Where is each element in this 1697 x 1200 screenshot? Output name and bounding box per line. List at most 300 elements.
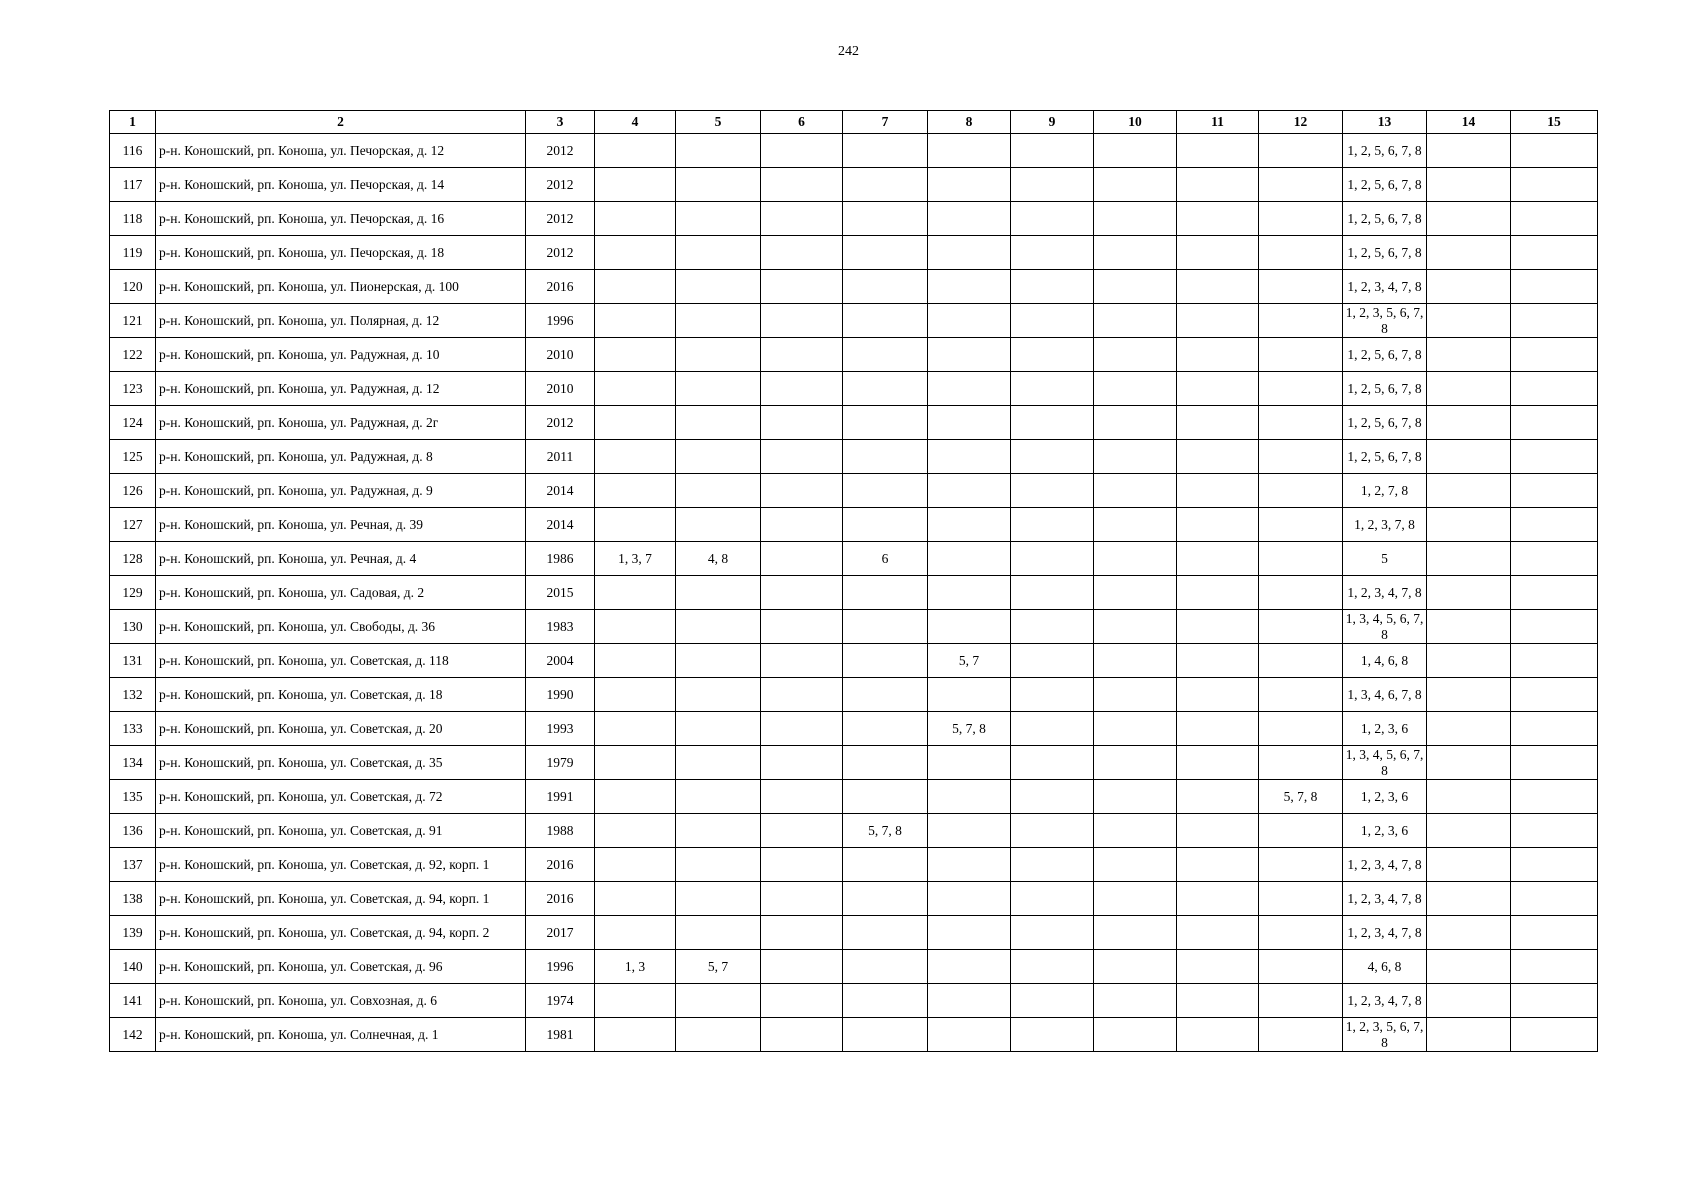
table-cell <box>761 474 843 508</box>
table-cell <box>595 270 676 304</box>
table-cell <box>1094 304 1177 338</box>
table-cell: 1, 2, 5, 6, 7, 8 <box>1343 236 1427 270</box>
table-cell <box>1427 474 1511 508</box>
table-cell <box>595 202 676 236</box>
table-cell <box>1427 644 1511 678</box>
row-number-cell: 141 <box>110 984 156 1018</box>
table-cell <box>1094 814 1177 848</box>
table-row <box>110 814 1598 848</box>
table-cell <box>1177 440 1259 474</box>
column-header: 3 <box>526 111 595 134</box>
table-cell <box>676 406 761 440</box>
table-cell <box>1427 542 1511 576</box>
address-cell: р-н. Коношский, рп. Коноша, ул. Печорская, д. 14 <box>156 168 526 202</box>
table-cell <box>1511 644 1598 678</box>
table-cell <box>595 1018 676 1052</box>
table-cell <box>928 814 1011 848</box>
table-cell: 1, 4, 6, 8 <box>1343 644 1427 678</box>
table-cell <box>1011 814 1094 848</box>
address-cell: р-н. Коношский, рп. Коноша, ул. Радужная, д. 2г <box>156 406 526 440</box>
table-cell <box>843 916 928 950</box>
table-cell <box>1259 712 1343 746</box>
table-cell <box>928 474 1011 508</box>
year-cell: 1996 <box>526 950 595 984</box>
table-cell <box>1511 814 1598 848</box>
table-cell <box>1177 916 1259 950</box>
table-cell <box>1511 746 1598 780</box>
table-cell <box>1011 270 1094 304</box>
table-cell <box>1259 338 1343 372</box>
table-row <box>110 848 1598 882</box>
table-cell <box>928 984 1011 1018</box>
table-cell <box>1011 134 1094 168</box>
table-cell <box>1177 610 1259 644</box>
address-cell: р-н. Коношский, рп. Коноша, ул. Советская, д. 18 <box>156 678 526 712</box>
table-cell <box>676 780 761 814</box>
table-cell <box>1011 508 1094 542</box>
table-cell <box>1011 372 1094 406</box>
table-row <box>110 542 1598 576</box>
table-cell <box>843 474 928 508</box>
address-cell: р-н. Коношский, рп. Коноша, ул. Советская, д. 94, корп. 1 <box>156 882 526 916</box>
table-cell <box>1427 950 1511 984</box>
table-row <box>110 134 1598 168</box>
table-cell <box>595 406 676 440</box>
column-header: 4 <box>595 111 676 134</box>
table-cell <box>1427 984 1511 1018</box>
column-header: 13 <box>1343 111 1427 134</box>
address-cell: р-н. Коношский, рп. Коноша, ул. Советская, д. 94, корп. 2 <box>156 916 526 950</box>
column-header: 7 <box>843 111 928 134</box>
table-cell <box>843 644 928 678</box>
table-cell <box>1427 406 1511 440</box>
table-cell <box>1177 712 1259 746</box>
table-cell <box>761 950 843 984</box>
table-cell <box>843 440 928 474</box>
table-cell <box>1259 202 1343 236</box>
table-cell <box>928 678 1011 712</box>
year-cell: 2004 <box>526 644 595 678</box>
table-row <box>110 202 1598 236</box>
table-cell <box>843 372 928 406</box>
year-cell: 1979 <box>526 746 595 780</box>
table-cell <box>1094 746 1177 780</box>
table-cell <box>761 916 843 950</box>
table-row <box>110 678 1598 712</box>
table-cell <box>843 1018 928 1052</box>
address-cell: р-н. Коношский, рп. Коноша, ул. Советская, д. 92, корп. 1 <box>156 848 526 882</box>
table-cell <box>1511 508 1598 542</box>
table-cell <box>1427 304 1511 338</box>
table-cell: 1, 2, 3, 5, 6, 7, 8 <box>1343 1018 1427 1052</box>
table-row <box>110 916 1598 950</box>
table-cell <box>676 134 761 168</box>
table-cell <box>676 474 761 508</box>
table-cell <box>1011 746 1094 780</box>
table-cell <box>1511 134 1598 168</box>
table-cell <box>843 270 928 304</box>
year-cell: 1991 <box>526 780 595 814</box>
table-row <box>110 780 1598 814</box>
table-cell <box>676 576 761 610</box>
table-cell <box>1094 270 1177 304</box>
table-cell <box>1094 678 1177 712</box>
table-cell <box>761 746 843 780</box>
table-cell: 1, 2, 7, 8 <box>1343 474 1427 508</box>
table-cell <box>843 236 928 270</box>
row-number-cell: 125 <box>110 440 156 474</box>
table-row <box>110 440 1598 474</box>
address-cell: р-н. Коношский, рп. Коноша, ул. Радужная, д. 8 <box>156 440 526 474</box>
row-number-cell: 140 <box>110 950 156 984</box>
table-cell <box>1094 542 1177 576</box>
table-cell <box>676 644 761 678</box>
table-cell <box>1427 882 1511 916</box>
table-cell <box>1011 712 1094 746</box>
address-cell: р-н. Коношский, рп. Коноша, ул. Советская, д. 72 <box>156 780 526 814</box>
table-cell <box>1427 576 1511 610</box>
table-cell <box>595 882 676 916</box>
table-cell <box>1011 304 1094 338</box>
table-cell <box>1427 712 1511 746</box>
year-cell: 1988 <box>526 814 595 848</box>
table-cell <box>1427 440 1511 474</box>
table-row <box>110 168 1598 202</box>
row-number-cell: 119 <box>110 236 156 270</box>
table-cell <box>1011 542 1094 576</box>
year-cell: 1986 <box>526 542 595 576</box>
table-cell <box>1094 882 1177 916</box>
table-cell <box>1094 916 1177 950</box>
table-cell <box>1177 780 1259 814</box>
address-cell: р-н. Коношский, рп. Коноша, ул. Печорская, д. 12 <box>156 134 526 168</box>
table-cell <box>843 882 928 916</box>
table-cell <box>1177 508 1259 542</box>
table-cell <box>1511 984 1598 1018</box>
table-row <box>110 508 1598 542</box>
table-cell <box>761 406 843 440</box>
table-cell <box>1011 950 1094 984</box>
row-number-cell: 138 <box>110 882 156 916</box>
year-cell: 2010 <box>526 338 595 372</box>
table-row <box>110 644 1598 678</box>
table-cell <box>761 372 843 406</box>
row-number-cell: 131 <box>110 644 156 678</box>
table-row <box>110 474 1598 508</box>
column-header: 15 <box>1511 111 1598 134</box>
table-cell <box>676 372 761 406</box>
table-cell <box>1011 678 1094 712</box>
table-cell <box>1177 678 1259 712</box>
table-cell <box>928 508 1011 542</box>
table-cell <box>1427 372 1511 406</box>
table-cell <box>1011 168 1094 202</box>
table-cell <box>1259 440 1343 474</box>
table-cell <box>928 1018 1011 1052</box>
header-row <box>110 111 1598 134</box>
table-cell <box>1259 576 1343 610</box>
table-cell <box>843 508 928 542</box>
address-cell: р-н. Коношский, рп. Коноша, ул. Радужная, д. 9 <box>156 474 526 508</box>
row-number-cell: 121 <box>110 304 156 338</box>
table-cell: 1, 2, 3, 4, 7, 8 <box>1343 916 1427 950</box>
table-cell <box>595 508 676 542</box>
table-cell <box>676 610 761 644</box>
address-cell: р-н. Коношский, рп. Коноша, ул. Радужная, д. 10 <box>156 338 526 372</box>
table-cell <box>761 712 843 746</box>
table-cell <box>928 134 1011 168</box>
row-number-cell: 139 <box>110 916 156 950</box>
table-cell <box>1177 950 1259 984</box>
year-cell: 2016 <box>526 882 595 916</box>
address-cell: р-н. Коношский, рп. Коноша, ул. Пионерская, д. 100 <box>156 270 526 304</box>
table-cell <box>1427 746 1511 780</box>
table-cell: 5, 7 <box>928 644 1011 678</box>
table-cell <box>676 168 761 202</box>
address-cell: р-н. Коношский, рп. Коноша, ул. Печорская, д. 18 <box>156 236 526 270</box>
year-cell: 1981 <box>526 1018 595 1052</box>
table-cell <box>1177 542 1259 576</box>
registry-table <box>109 110 1598 1052</box>
table-cell: 1, 3, 4, 5, 6, 7, 8 <box>1343 610 1427 644</box>
address-cell: р-н. Коношский, рп. Коноша, ул. Свободы, д. 36 <box>156 610 526 644</box>
table-cell <box>1427 270 1511 304</box>
table-cell <box>1094 338 1177 372</box>
table-cell <box>928 882 1011 916</box>
table-cell <box>1011 882 1094 916</box>
table-cell <box>761 542 843 576</box>
column-header: 5 <box>676 111 761 134</box>
table-cell <box>1177 882 1259 916</box>
table-cell <box>1427 134 1511 168</box>
table-cell <box>1511 338 1598 372</box>
table-cell <box>676 984 761 1018</box>
table-cell <box>843 746 928 780</box>
table-cell <box>1427 338 1511 372</box>
table-cell: 1, 2, 3, 6 <box>1343 780 1427 814</box>
table-cell <box>928 168 1011 202</box>
table-cell <box>761 338 843 372</box>
column-header: 10 <box>1094 111 1177 134</box>
table-cell: 1, 2, 5, 6, 7, 8 <box>1343 202 1427 236</box>
table-cell <box>761 848 843 882</box>
table-cell <box>1177 202 1259 236</box>
table-row <box>110 984 1598 1018</box>
table-cell <box>1011 236 1094 270</box>
table-cell: 1, 2, 5, 6, 7, 8 <box>1343 406 1427 440</box>
address-cell: р-н. Коношский, рп. Коноша, ул. Советская, д. 91 <box>156 814 526 848</box>
table-cell <box>595 576 676 610</box>
address-cell: р-н. Коношский, рп. Коноша, ул. Солнечная, д. 1 <box>156 1018 526 1052</box>
table-cell <box>761 440 843 474</box>
column-header: 2 <box>156 111 526 134</box>
table-cell <box>1011 984 1094 1018</box>
table-cell <box>1259 984 1343 1018</box>
table-cell <box>595 168 676 202</box>
year-cell: 2012 <box>526 236 595 270</box>
table-cell <box>1427 814 1511 848</box>
table-cell <box>1427 168 1511 202</box>
table-cell <box>843 984 928 1018</box>
table-cell <box>1511 440 1598 474</box>
table-cell <box>1011 338 1094 372</box>
table-cell: 5, 7 <box>676 950 761 984</box>
row-number-cell: 126 <box>110 474 156 508</box>
table-cell <box>676 304 761 338</box>
table-cell <box>843 202 928 236</box>
table-cell <box>928 610 1011 644</box>
row-number-cell: 128 <box>110 542 156 576</box>
table-cell <box>1094 440 1177 474</box>
table-cell <box>1177 814 1259 848</box>
table-cell <box>1177 304 1259 338</box>
row-number-cell: 132 <box>110 678 156 712</box>
table-row <box>110 372 1598 406</box>
table-row <box>110 236 1598 270</box>
table-cell <box>595 610 676 644</box>
table-cell <box>761 576 843 610</box>
table-cell: 1, 2, 3, 5, 6, 7, 8 <box>1343 304 1427 338</box>
table-cell <box>676 270 761 304</box>
table-body <box>110 134 1598 1052</box>
table-cell <box>1259 474 1343 508</box>
address-cell: р-н. Коношский, рп. Коноша, ул. Советская, д. 35 <box>156 746 526 780</box>
table-cell <box>761 508 843 542</box>
table-cell <box>1259 304 1343 338</box>
table-cell <box>1011 1018 1094 1052</box>
table-cell <box>928 338 1011 372</box>
table-cell <box>595 712 676 746</box>
table-cell <box>676 440 761 474</box>
table-cell <box>595 780 676 814</box>
table-cell <box>676 848 761 882</box>
column-header: 6 <box>761 111 843 134</box>
table-cell <box>761 882 843 916</box>
table-cell: 4, 8 <box>676 542 761 576</box>
address-cell: р-н. Коношский, рп. Коноша, ул. Речная, д. 39 <box>156 508 526 542</box>
year-cell: 2012 <box>526 202 595 236</box>
table-cell <box>843 406 928 440</box>
table-cell <box>928 270 1011 304</box>
row-number-cell: 120 <box>110 270 156 304</box>
table-cell <box>928 542 1011 576</box>
table-cell: 5 <box>1343 542 1427 576</box>
table-row <box>110 610 1598 644</box>
table-cell <box>1094 848 1177 882</box>
table-cell <box>843 780 928 814</box>
table-cell <box>676 508 761 542</box>
table-cell <box>1177 848 1259 882</box>
table-cell <box>1094 950 1177 984</box>
table-cell: 5, 7, 8 <box>1259 780 1343 814</box>
row-number-cell: 124 <box>110 406 156 440</box>
table-cell <box>1177 644 1259 678</box>
table-row <box>110 746 1598 780</box>
table-cell <box>843 848 928 882</box>
table-cell <box>1259 882 1343 916</box>
table-cell <box>1259 950 1343 984</box>
row-number-cell: 130 <box>110 610 156 644</box>
table-cell <box>676 916 761 950</box>
column-header: 9 <box>1011 111 1094 134</box>
table-cell <box>595 814 676 848</box>
row-number-cell: 117 <box>110 168 156 202</box>
table-cell <box>1427 678 1511 712</box>
table-row <box>110 304 1598 338</box>
address-cell: р-н. Коношский, рп. Коноша, ул. Советская, д. 96 <box>156 950 526 984</box>
table-cell <box>1511 950 1598 984</box>
table-cell <box>1177 1018 1259 1052</box>
year-cell: 2014 <box>526 474 595 508</box>
row-number-cell: 123 <box>110 372 156 406</box>
table-cell <box>1094 1018 1177 1052</box>
table-cell: 5, 7, 8 <box>843 814 928 848</box>
year-cell: 2011 <box>526 440 595 474</box>
address-cell: р-н. Коношский, рп. Коноша, ул. Радужная, д. 12 <box>156 372 526 406</box>
table-cell <box>1259 508 1343 542</box>
table-cell: 5, 7, 8 <box>928 712 1011 746</box>
table-cell <box>1259 746 1343 780</box>
table-cell <box>676 338 761 372</box>
table-cell: 1, 2, 5, 6, 7, 8 <box>1343 168 1427 202</box>
table-row <box>110 1018 1598 1052</box>
table-cell: 1, 3, 4, 6, 7, 8 <box>1343 678 1427 712</box>
table-cell <box>595 848 676 882</box>
table-cell: 1, 2, 3, 7, 8 <box>1343 508 1427 542</box>
row-number-cell: 118 <box>110 202 156 236</box>
row-number-cell: 129 <box>110 576 156 610</box>
column-header: 11 <box>1177 111 1259 134</box>
table-cell <box>1177 168 1259 202</box>
table-cell <box>676 814 761 848</box>
table-cell <box>676 202 761 236</box>
table-cell <box>761 134 843 168</box>
table-cell <box>1511 236 1598 270</box>
table-cell <box>1511 202 1598 236</box>
table-cell <box>928 746 1011 780</box>
row-number-cell: 142 <box>110 1018 156 1052</box>
table-cell <box>928 916 1011 950</box>
table-cell <box>1511 848 1598 882</box>
table-cell <box>1094 474 1177 508</box>
table-cell <box>928 406 1011 440</box>
table-cell <box>1094 168 1177 202</box>
table-row <box>110 338 1598 372</box>
table-cell <box>1427 236 1511 270</box>
table-cell <box>1177 338 1259 372</box>
table-cell <box>676 882 761 916</box>
table-row <box>110 406 1598 440</box>
table-cell: 1, 2, 3, 4, 7, 8 <box>1343 576 1427 610</box>
year-cell: 1974 <box>526 984 595 1018</box>
table-cell <box>1427 916 1511 950</box>
year-cell: 2010 <box>526 372 595 406</box>
table-cell <box>676 236 761 270</box>
table-cell <box>595 372 676 406</box>
table-cell <box>1259 542 1343 576</box>
table-cell <box>1094 610 1177 644</box>
table-cell <box>1094 372 1177 406</box>
table-cell <box>1427 780 1511 814</box>
table-cell <box>1011 916 1094 950</box>
table-cell <box>1177 134 1259 168</box>
year-cell: 2014 <box>526 508 595 542</box>
table-cell <box>1011 440 1094 474</box>
table-cell <box>1177 746 1259 780</box>
table-cell <box>843 168 928 202</box>
table-cell <box>676 1018 761 1052</box>
column-header: 8 <box>928 111 1011 134</box>
